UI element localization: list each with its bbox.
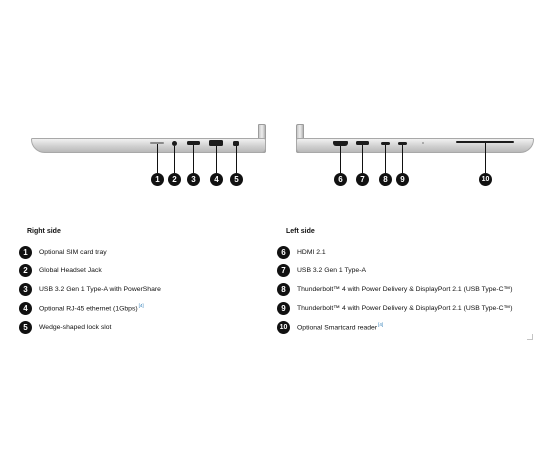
legend-marker: 5 [19,321,32,334]
callout-marker-2: 2 [168,173,181,186]
legend-item [277,301,513,315]
callout-line-1 [157,144,158,173]
callout-marker-8: 8 [379,173,392,186]
legend-marker: 8 [277,283,290,296]
callout-line-6 [340,146,341,173]
callout-marker-1: 1 [151,173,164,186]
legend-item [19,282,161,296]
laptop-body-right [31,138,266,153]
legend-item [19,245,107,259]
callout-line-7 [362,145,363,173]
legend-marker: 4 [19,302,32,315]
callout-marker-5: 5 [230,173,243,186]
legend-label: Wedge-shaped lock slot [39,323,112,331]
legend-marker: 3 [19,283,32,296]
legend-marker: 6 [277,246,290,259]
callout-line-9 [402,145,403,173]
callout-marker-6: 6 [334,173,347,186]
callout-line-10 [485,143,486,173]
callout-marker-4: 4 [210,173,223,186]
legend-item [277,263,366,277]
callout-marker-9: 9 [396,173,409,186]
legend-label: Global Headset Jack [39,266,102,274]
legend-label: Optional SIM card tray [39,248,107,256]
callout-line-4 [216,146,217,173]
callout-line-2 [174,146,175,173]
legend-marker: 10 [277,321,290,334]
legend-item [19,263,102,277]
callout-line-3 [193,145,194,173]
footnote-link[interactable]: [4] [138,303,144,309]
callout-line-5 [236,146,237,173]
callout-marker-3: 3 [187,173,200,186]
legend-label: HDMI 2.1 [297,248,326,256]
legend-label: USB 3.2 Gen 1 Type-A with PowerShare [39,285,161,293]
legend-marker: 2 [19,264,32,277]
resize-grip-icon [527,334,533,340]
legend-marker: 1 [19,246,32,259]
legend-label: Optional RJ-45 ethernet (1Gbps)[4] [39,303,144,313]
legend-label: USB 3.2 Gen 1 Type-A [297,266,367,274]
legend-item [277,320,383,334]
legend-label: Optional Smartcard reader[4] [297,322,384,332]
footnote-link[interactable]: [4] [378,322,384,328]
legend-marker: 9 [277,302,290,315]
callout-line-8 [385,145,386,173]
legend-item [19,301,144,315]
legend-marker: 7 [277,264,290,277]
legend-label: Thunderbolt™ 4 with Power Delivery & DisplayPort 2.1 (USB Type-C™) [297,304,513,312]
callout-marker-10: 10 [479,173,492,186]
callout-marker-7: 7 [356,173,369,186]
legend-item [277,282,513,296]
status-led [422,142,424,144]
right-side-heading: Right side [27,228,61,235]
legend-item [277,245,326,259]
legend-item [19,320,111,334]
left-side-heading: Left side [286,228,315,235]
legend-label: Thunderbolt™ 4 with Power Delivery & DisplayPort 2.1 (USB Type-C™) [297,285,513,293]
